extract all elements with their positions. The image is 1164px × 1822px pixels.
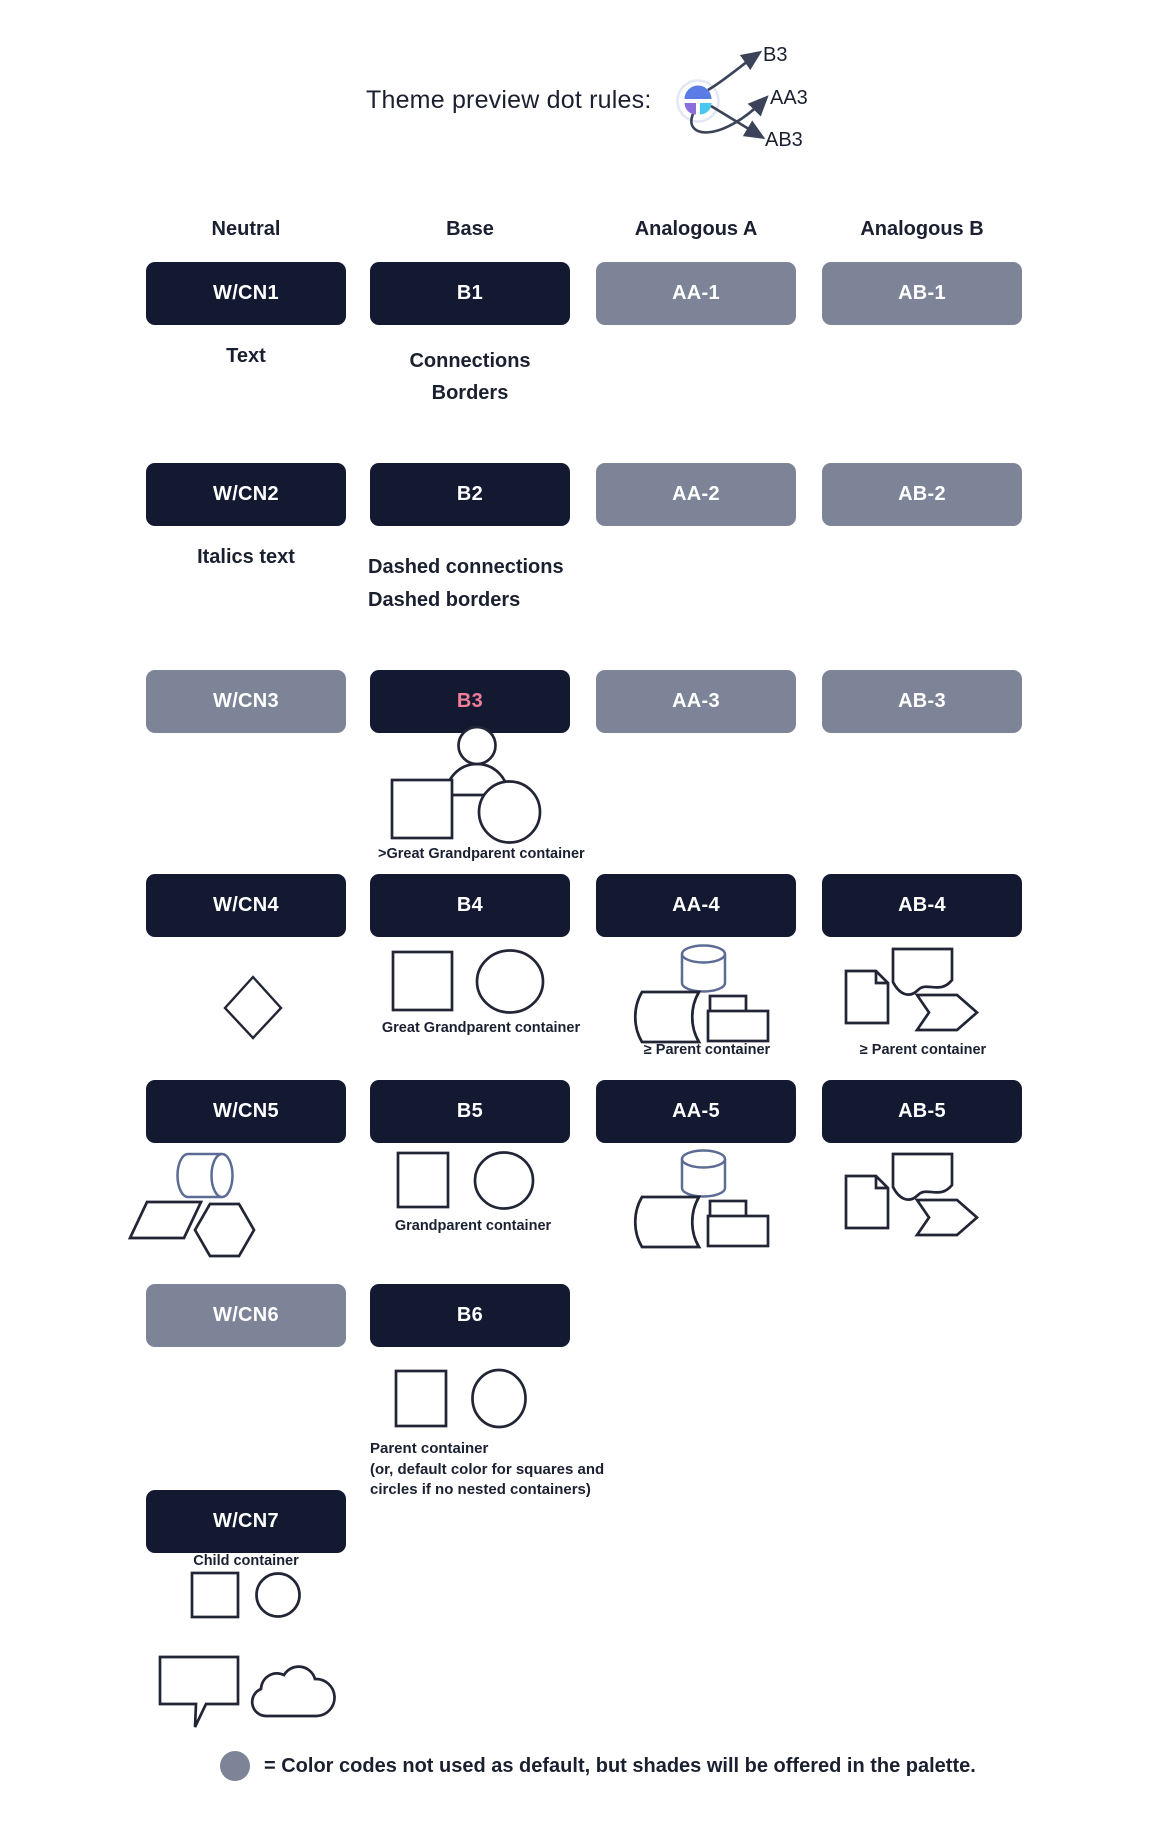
square-icon xyxy=(398,1153,448,1207)
cylinder-top-icon xyxy=(682,1151,725,1168)
caption-parent-aa4: ≥ Parent container xyxy=(643,1042,771,1058)
swatch-b4: B4 xyxy=(370,874,570,937)
parallelogram-icon xyxy=(130,1202,201,1238)
document-icon xyxy=(846,971,888,1023)
page-title: Theme preview dot rules: xyxy=(366,86,652,114)
speech-bubble-icon xyxy=(158,1655,242,1733)
caption-connections: Connections xyxy=(409,350,531,372)
caption-connections-borders xyxy=(370,345,570,409)
arrow-to-ab3 xyxy=(711,106,762,137)
swatch-wcn4: W/CN4 xyxy=(146,874,346,937)
caption-dashed-connections: Dashed connections xyxy=(368,556,564,578)
caption-grandparent-b5: Grandparent container xyxy=(394,1218,552,1234)
chevron-banner-icon xyxy=(917,995,977,1030)
swatch-b2: B2 xyxy=(370,463,570,526)
caption-great-grandparent-b4: Great Grandparent container xyxy=(381,1020,581,1036)
wavy-card-icon xyxy=(893,1154,952,1200)
analogous-a-shapes-row4 xyxy=(628,938,778,1050)
analogous-b-shapes-row5 xyxy=(838,1149,988,1261)
caption-parent-b6 xyxy=(370,1439,710,1501)
swatch-b1: B1 xyxy=(370,262,570,325)
square-circle-pair-b6 xyxy=(394,1368,536,1430)
circle-icon xyxy=(475,1153,533,1209)
swatch-wcn7: W/CN7 xyxy=(146,1490,346,1553)
hexagon-icon xyxy=(195,1204,254,1256)
caption-dashed-borders: Dashed borders xyxy=(368,589,521,611)
circle-icon xyxy=(477,951,543,1013)
swatch-wcn6: W/CN6 xyxy=(146,1284,346,1347)
dot-label-b3: B3 xyxy=(763,44,788,66)
square-icon xyxy=(392,780,452,838)
square-icon xyxy=(393,952,452,1010)
analogous-a-shapes-row5 xyxy=(628,1143,778,1255)
caption-parent-b6-line3: circles if no nested containers) xyxy=(370,1481,591,1498)
column-header-neutral: Neutral xyxy=(211,218,281,240)
column-header-analogous-a: Analogous A xyxy=(634,218,758,240)
column-header-analogous-b: Analogous B xyxy=(860,218,984,240)
diamond-icon xyxy=(222,974,284,1040)
caption-parent-b6-line1: Parent container xyxy=(370,1440,489,1457)
circle-icon xyxy=(479,782,540,843)
dot-label-ab3: AB3 xyxy=(765,129,803,151)
cylinder-top-icon xyxy=(682,946,725,963)
swatch-wcn1: W/CN1 xyxy=(146,262,346,325)
square-circle-pair-wcn7 xyxy=(190,1570,308,1622)
square-circle-pair-b4 xyxy=(391,948,551,1016)
folder-body-icon xyxy=(708,1011,768,1041)
caption-parent-b6-line2: (or, default color for squares and xyxy=(370,1460,605,1478)
theme-dot-diagram xyxy=(655,30,830,165)
analogous-b-shapes-row4 xyxy=(838,944,988,1056)
arrow-to-b3 xyxy=(708,53,759,90)
great-grandparent-shapes xyxy=(388,724,550,856)
circle-icon xyxy=(473,1370,526,1427)
swatch-aa2: AA-2 xyxy=(596,463,796,526)
swatch-ab1: AB-1 xyxy=(822,262,1022,325)
legend-gray-dot-icon xyxy=(220,1751,250,1781)
horizontal-cylinder-end-icon xyxy=(212,1154,233,1197)
folder-body-icon xyxy=(708,1216,768,1246)
caption-child-container: Child container xyxy=(193,1553,299,1569)
caption-parent-ab4: ≥ Parent container xyxy=(859,1042,987,1058)
caption-text: Text xyxy=(226,345,266,367)
chevron-banner-icon xyxy=(917,1200,977,1235)
caption-dashed xyxy=(368,551,564,617)
swatch-wcn3: W/CN3 xyxy=(146,670,346,733)
folder-tab-icon xyxy=(710,1201,746,1217)
stored-data-icon xyxy=(635,1197,699,1247)
caption-borders: Borders xyxy=(431,382,509,404)
wavy-card-icon xyxy=(893,949,952,995)
caption-italics-text: Italics text xyxy=(197,546,295,568)
folder-tab-icon xyxy=(710,996,746,1012)
square-icon xyxy=(396,1371,446,1426)
swatch-wcn2: W/CN2 xyxy=(146,463,346,526)
swatch-aa3: AA-3 xyxy=(596,670,796,733)
square-icon xyxy=(192,1573,238,1617)
square-circle-pair-b5 xyxy=(396,1150,542,1212)
swatch-ab2: AB-2 xyxy=(822,463,1022,526)
dot-label-aa3: AA3 xyxy=(770,87,808,109)
person-head-icon xyxy=(459,727,496,764)
stored-data-icon xyxy=(635,992,699,1042)
swatch-wcn5: W/CN5 xyxy=(146,1080,346,1143)
swatch-aa1: AA-1 xyxy=(596,262,796,325)
neutral-shapes-row5 xyxy=(126,1146,266,1260)
caption-great-grandparent-b3: >Great Grandparent container xyxy=(378,846,585,862)
column-header-base: Base xyxy=(446,218,494,240)
swatch-aa5: AA-5 xyxy=(596,1080,796,1143)
document-icon xyxy=(846,1176,888,1228)
legend-text: = Color codes not used as default, but shades will be offered in the palette. xyxy=(264,1755,976,1777)
swatch-b3: B3 xyxy=(370,670,570,733)
swatch-aa4: AA-4 xyxy=(596,874,796,937)
circle-icon xyxy=(257,1574,300,1617)
swatch-b6: B6 xyxy=(370,1284,570,1347)
swatch-ab4: AB-4 xyxy=(822,874,1022,937)
swatch-b5: B5 xyxy=(370,1080,570,1143)
swatch-ab3: AB-3 xyxy=(822,670,1022,733)
swatch-ab5: AB-5 xyxy=(822,1080,1022,1143)
cloud-icon xyxy=(250,1660,332,1722)
